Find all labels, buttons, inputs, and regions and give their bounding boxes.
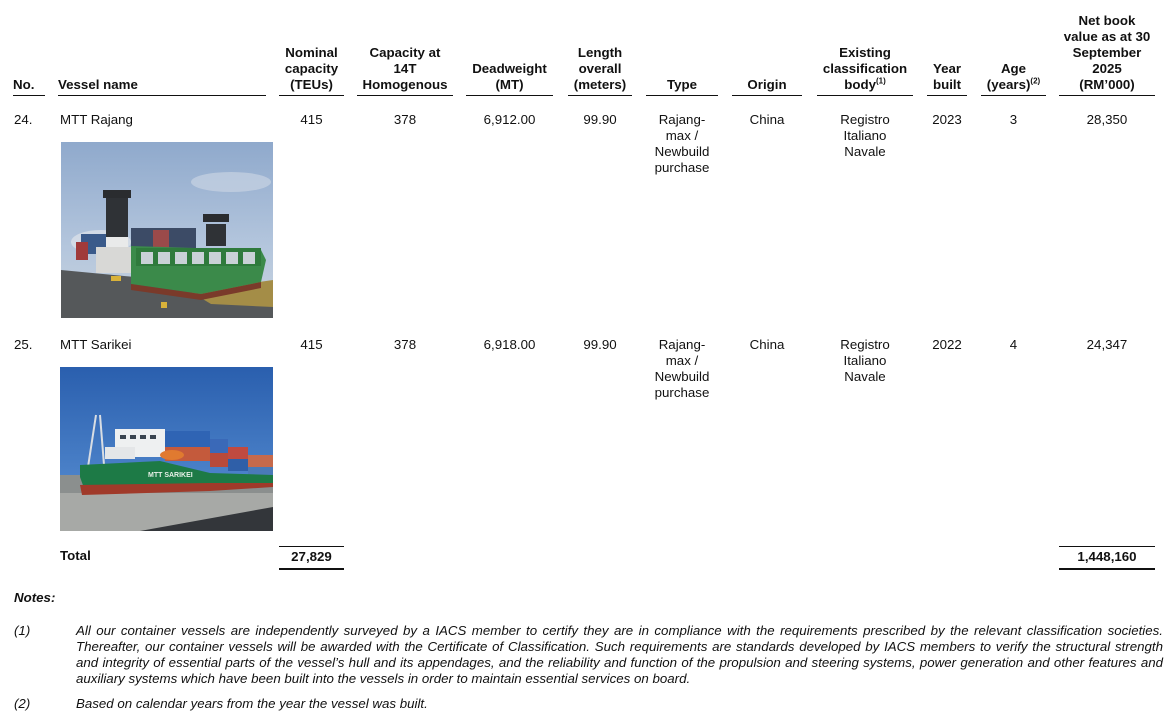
ship-image — [60, 367, 273, 531]
vessel-name: MTT Sarikei — [60, 337, 132, 352]
footnote-ref: (2) — [1030, 76, 1041, 86]
header-year-built — [927, 0, 967, 96]
total-label: Total — [60, 548, 91, 563]
footnote-ref: (1) — [875, 76, 886, 86]
header-line: (MT) — [495, 77, 524, 92]
header-classification — [817, 0, 913, 96]
note-text: Based on calendar years from the year the vessel was built. — [76, 696, 428, 711]
classification-line: Italiano — [843, 353, 887, 368]
header-no-label: No. — [13, 77, 35, 92]
header-origin — [732, 0, 802, 96]
note-number: (1) — [14, 623, 31, 638]
header-line: Type — [666, 77, 698, 92]
header-line: Existing — [839, 45, 891, 60]
classification-body — [817, 112, 913, 160]
classification-line: Navale — [844, 144, 886, 159]
header-line: Length — [577, 45, 623, 60]
header-line: 2025 — [1092, 61, 1122, 76]
age: 3 — [1009, 112, 1018, 127]
header-line: capacity — [284, 61, 339, 76]
header-line: Net book — [1078, 13, 1136, 28]
vessel-type — [646, 112, 718, 176]
header-nominal-capacity — [279, 0, 344, 96]
header-line — [981, 77, 1046, 93]
header-deadweight — [466, 0, 553, 96]
vessel-photo-sarikei — [60, 367, 273, 531]
header-no — [13, 0, 45, 96]
header-line: built — [932, 77, 962, 92]
type-line: Newbuild — [654, 144, 710, 159]
vessel-type — [646, 337, 718, 401]
header-vessel-name-label: Vessel name — [58, 77, 138, 92]
header-type — [646, 0, 718, 96]
origin: China — [749, 112, 785, 127]
net-book-value: 28,350 — [1086, 112, 1128, 127]
note-text: All our container vessels are independently surveyed by a IACS member to certify they are in compliance with the requirements prescribed by the relevant classification societies. Thereafter, our container vessels will be awarded with the Certificate of Classification. Such requirements are standards developed by IACS members to verify the structural strength and integrity of essential parts of the vessel’s hull and its appendages, and the reliability and function of the propulsion and steering systems, power generation and other features and auxiliary systems which have been built into the vessels in order to maintain essential services on board. — [76, 623, 1163, 686]
header-line: Year — [932, 61, 962, 76]
header-line: Age — [1000, 61, 1027, 76]
header-line: Homogenous — [362, 77, 448, 92]
type-line: purchase — [654, 385, 710, 400]
header-line: (RM’000) — [1079, 77, 1135, 92]
note-number: (2) — [14, 696, 31, 711]
header-line: 14T — [393, 61, 417, 76]
header-line: September — [1072, 45, 1142, 60]
header-line: Nominal — [285, 45, 338, 60]
header-age — [981, 0, 1046, 96]
type-line: Rajang- — [658, 337, 706, 352]
vessel-name: MTT Rajang — [60, 112, 133, 127]
nominal-capacity: 415 — [300, 337, 323, 352]
type-line: Newbuild — [654, 369, 710, 384]
header-line: Deadweight — [472, 61, 547, 76]
header-line-text: body — [844, 77, 876, 92]
capacity-14t: 378 — [393, 337, 417, 352]
length-overall: 99.90 — [583, 337, 617, 352]
header-capacity-14t — [357, 0, 453, 96]
ship-image — [61, 142, 273, 318]
vessel-photo-rajang — [61, 142, 273, 318]
header-line: Capacity at — [369, 45, 441, 60]
type-line: Rajang- — [658, 112, 706, 127]
header-length — [568, 0, 632, 96]
classification-line: Italiano — [843, 128, 887, 143]
classification-body — [817, 337, 913, 385]
total-nominal-capacity: 27,829 — [279, 546, 344, 570]
origin: China — [749, 337, 785, 352]
total-nbv: 1,448,160 — [1059, 546, 1155, 570]
header-line: classification — [822, 61, 908, 76]
header-line: overall — [578, 61, 622, 76]
year-built: 2022 — [932, 337, 962, 352]
header-line — [817, 77, 913, 93]
header-vessel-name — [58, 0, 266, 96]
capacity-14t: 378 — [393, 112, 417, 127]
age: 4 — [1009, 337, 1018, 352]
classification-line: Registro — [840, 337, 890, 352]
type-line: max / — [665, 128, 699, 143]
hull-lettering: MTT SARIKEI — [148, 472, 193, 479]
notes-title: Notes: — [14, 590, 56, 605]
header-line-text: (years) — [986, 77, 1031, 92]
header-line: value as at 30 — [1063, 29, 1151, 44]
length-overall: 99.90 — [583, 112, 617, 127]
nominal-capacity: 415 — [300, 112, 323, 127]
net-book-value: 24,347 — [1086, 337, 1128, 352]
classification-line: Registro — [840, 112, 890, 127]
row-no: 24. — [14, 112, 33, 127]
type-line: max / — [665, 353, 699, 368]
header-line: Origin — [747, 77, 787, 92]
header-nbv — [1059, 0, 1155, 96]
row-no: 25. — [14, 337, 33, 352]
header-line: (TEUs) — [290, 77, 333, 92]
deadweight: 6,912.00 — [483, 112, 536, 127]
type-line: purchase — [654, 160, 710, 175]
deadweight: 6,918.00 — [483, 337, 536, 352]
header-line: (meters) — [573, 77, 627, 92]
classification-line: Navale — [844, 369, 886, 384]
year-built: 2023 — [932, 112, 962, 127]
